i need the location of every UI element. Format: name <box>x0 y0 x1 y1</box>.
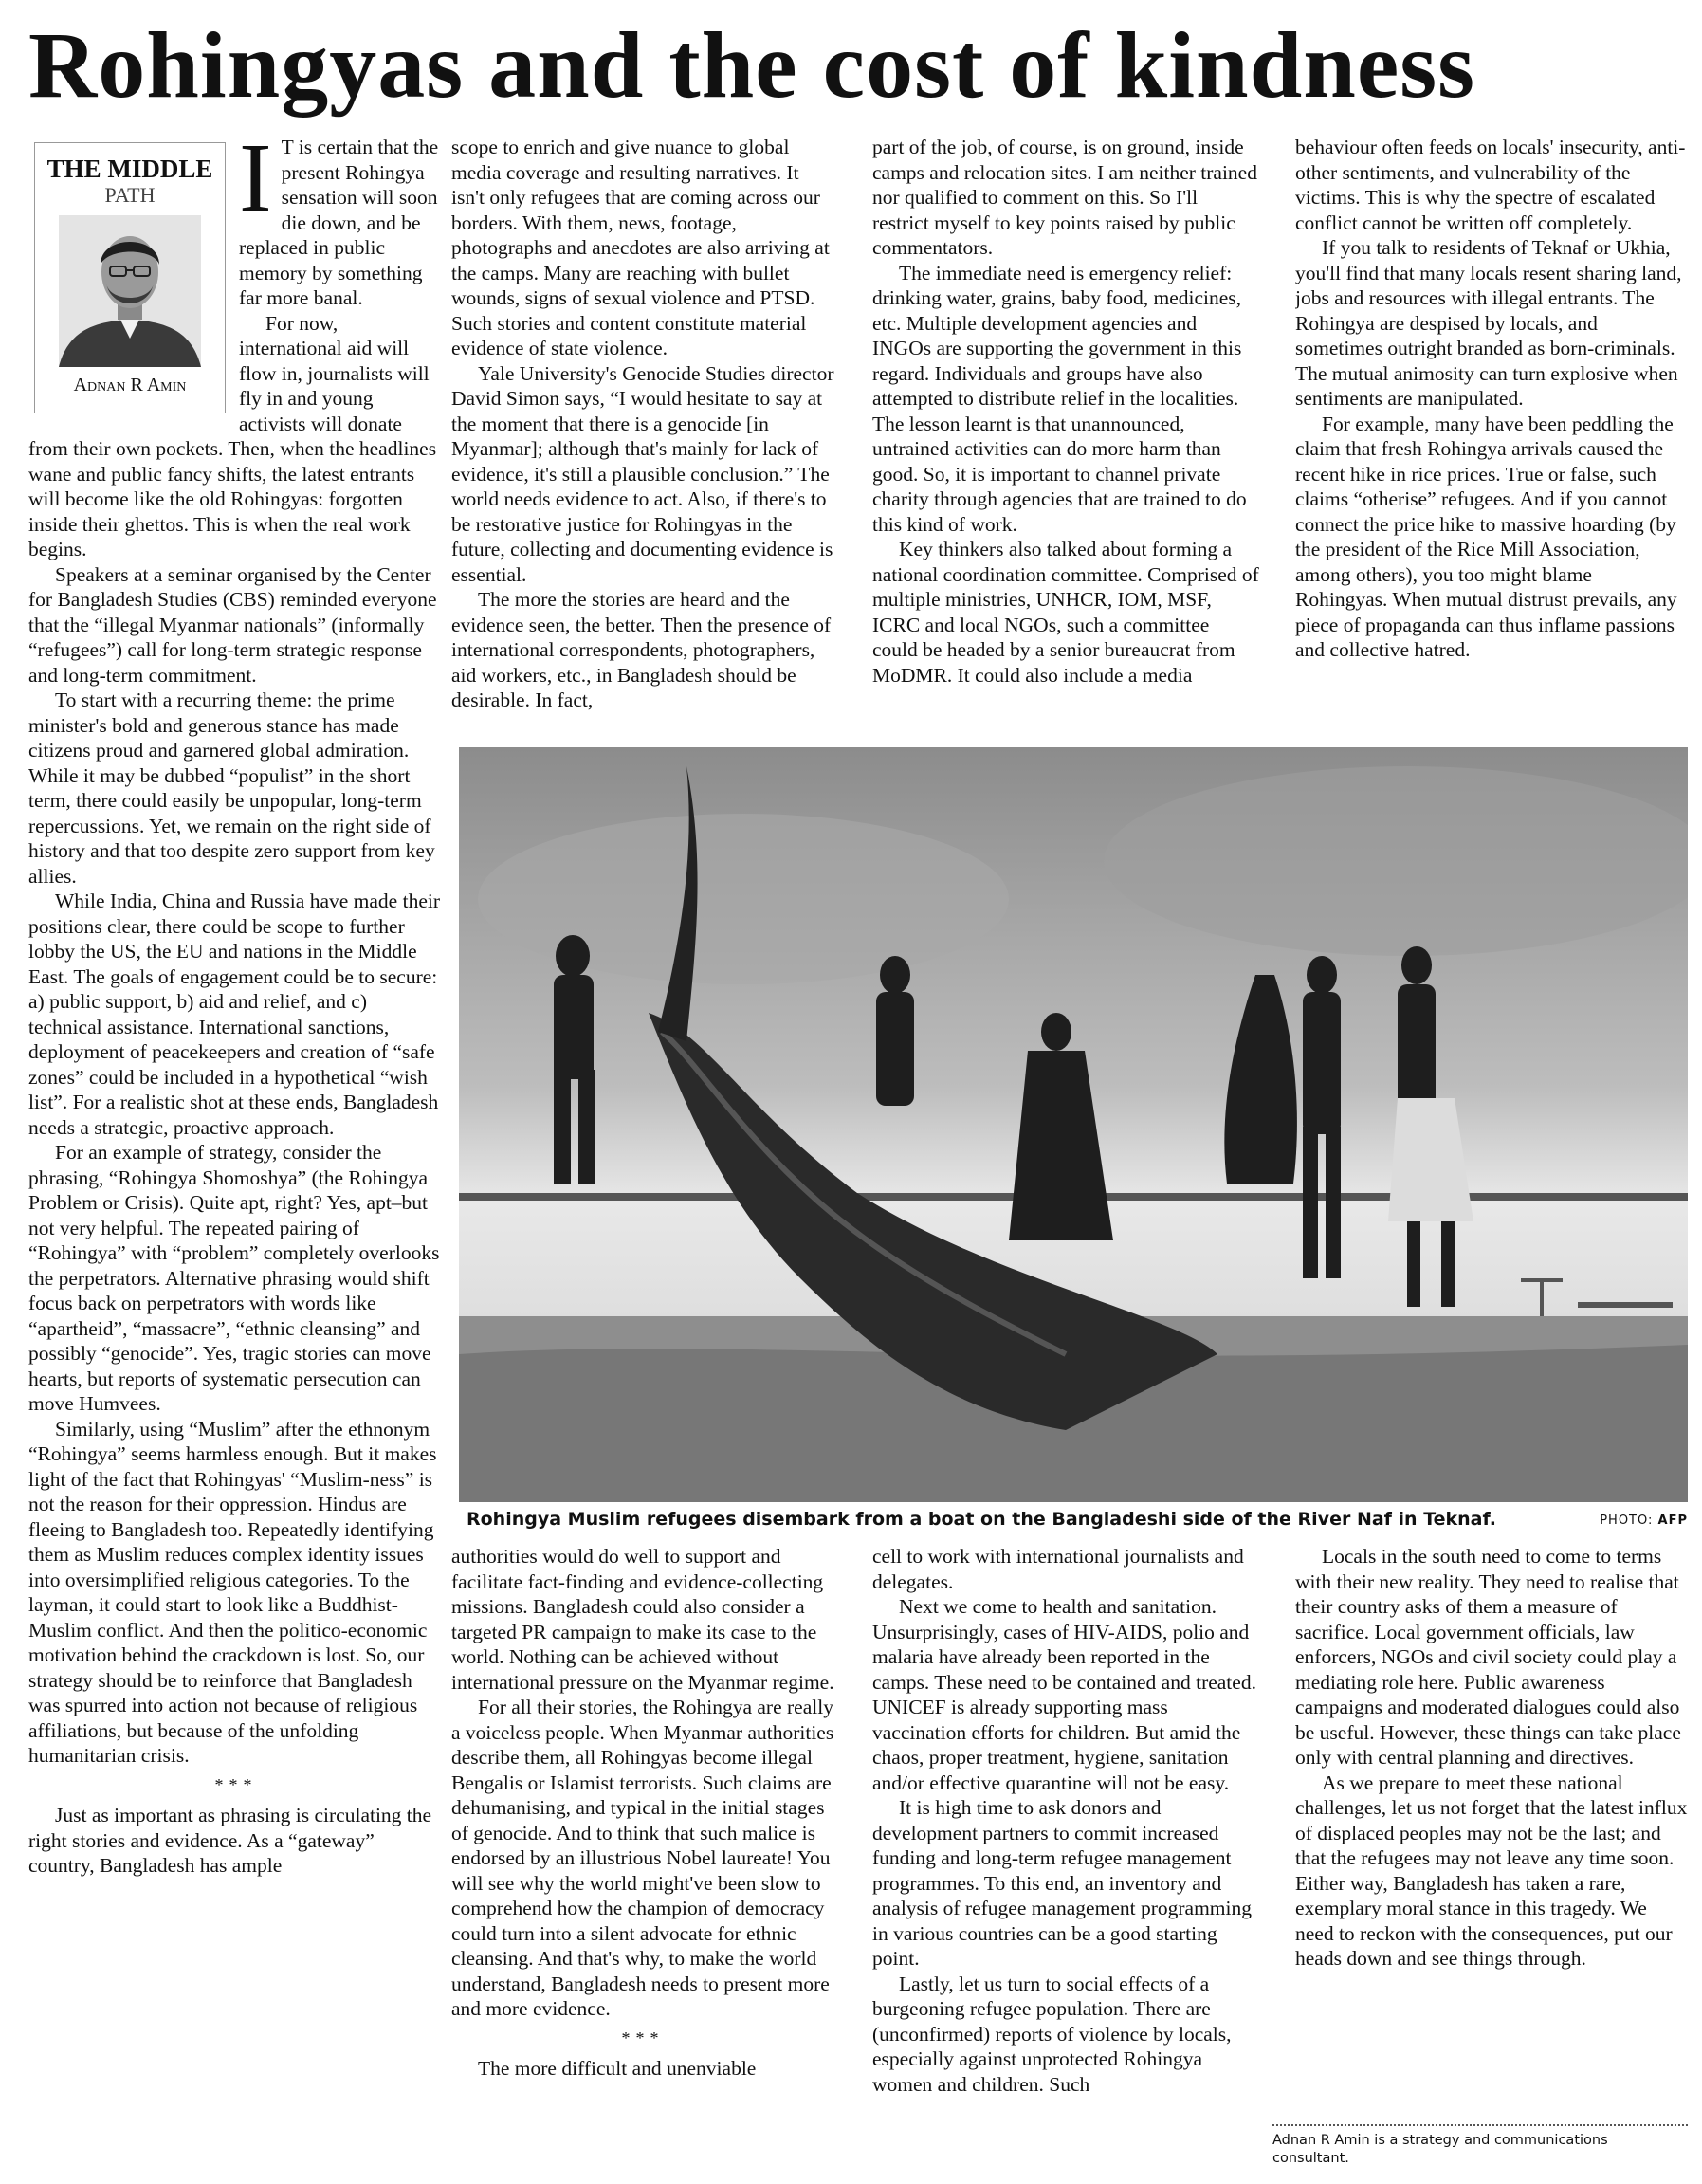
column-4-bottom <box>1295 1544 1688 2119</box>
paragraph: Speakers at a seminar organised by the Center for Bangladesh Studies (CBS) reminded everyone that the “illegal Myanmar nationals” (informally “refugees”) call for long-term strategic response and long-term commitment. <box>28 562 437 687</box>
section-separator: *** <box>621 2028 665 2047</box>
column-kicker-sub: PATH <box>104 183 156 207</box>
paragraph: For example, many have been peddling the claim that fresh Rohingya arrivals caused the recent hike in rice prices. True or false, such claims “otherise” refugees. And if you cannot connect the price hike to massive hoarding (by the president of the Rice Mill Association, among others), you too might blame Rohingyas. When mutual distrust prevails, any piece of propaganda can thus inflame passions and collective hatred. <box>1295 412 1677 661</box>
paragraph: Similarly, using “Muslim” after the ethnonym “Rohingya” seems harmless enough. But it makes light of the fact that Rohingyas' “Muslim-ness” is not the reason for their oppression. Hindus are fleeing to Bangladesh too. Repeatedly identifying them as Muslim reduces complex identity issues into oversimplified religious categories. To the layman, it could start to look like a Buddhist-Muslim conflict. And then the politico-economic motivation behind the crackdown is lost. So, our strategy should be to reinforce that Bangladesh was spurred into action not because of religious affiliations, but because of the unfolding humanitarian crisis. <box>28 1417 437 1767</box>
paragraph: While India, China and Russia have made their positions clear, there could be scope to further lobby the US, the EU and nations in the Middle East. The goals of engagement could be to secure: a) public support, b) aid and relief, and c) technical assistance. International sanctions, deployment of peacekeepers and creation of “safe zones” could be included in a hypothetical “wish list”. For a realistic shot at these ends, Bangladesh needs a strategic, proactive approach. <box>28 890 440 1139</box>
paragraph: If you talk to residents of Teknaf or Ukhia, you'll find that many locals resent sharing land, jobs and resources with illegal entrants. The Rohingya are despised by locals, and sometimes outright branded as born-criminals. The mutual animosity can turn explosive when sentiments are manipulated. <box>1295 236 1682 410</box>
paragraph: For all their stories, the Rohingya are really a voiceless people. When Myanmar authorities describe them, all Rohingyas become illegal Bengalis or Islamist terrorists. Such claims are dehumanising, and typical in the initial stages of genocide. And to think that such malice is endorsed by an illustrious Nobel laureate! You will see why the world might've been slow to comprehend how the champion of democracy could turn into a silent advocate for ethnic cleansing. And that's why, to make the world understand, Bangladesh needs to present more and more evidence. <box>451 1696 834 2020</box>
paragraph: As we prepare to meet these national challenges, let us not forget that the latest influx of displaced peoples may not be the last; and that the refugees may not leave any time soon. Either way, Bangladesh has taken a rare, exemplary moral stance in this tragedy. We need to reckon with the consequences, put our heads down and see things through. <box>1295 1771 1688 1970</box>
paragraph: For now, international aid will flow in, journalists will fly in and young activists will donate from their own pockets. Then, when the headlines wane and public fancy shifts, the latest entrants will become like the old Rohingyas: forgotten inside their ghettos. This is when the real work begins. <box>28 311 437 560</box>
paragraph: It is high time to ask donors and development partners to commit increased funding and long-term refugee management programmes. To this end, an inventory and analysis of refugee management programming in various countries can be a good starting point. <box>872 1796 1252 1970</box>
footnote-divider <box>1272 2124 1688 2126</box>
paragraph: Just as important as phrasing is circulating the right stories and evidence. As a “gateway” country, Bangladesh has ample <box>28 1804 432 1877</box>
paragraph: scope to enrich and give nuance to global media coverage and resulting narratives. It isn't only refugees that are coming across our borders. With them, news, footage, photographs and anecdotes are also arriving at the camps. Many are reaching with bullet wounds, signs of sexual violence and PTSD. Such stories and content constitute material evidence of state violence. <box>451 136 830 359</box>
drop-cap: I <box>239 135 272 232</box>
boat-refugees-photo-icon <box>459 747 1688 1502</box>
photo-credit-source: AFP <box>1657 1514 1688 1528</box>
intro-paragraph: T is certain that the present Rohingya sensation will soon die down, and be replaced in public memory by something far more banal. <box>239 136 439 309</box>
paragraph: Locals in the south need to come to terms with their new reality. They need to realise that their country asks of them a measure of sacrifice. Local government officials, law enforcers, NGOs and civil society could play a mediating role here. Public awareness campaigns and moderated dialogues could also be useful. However, these things can take place only with central planning and directives. <box>1295 1545 1681 1769</box>
paragraph: To start with a recurring theme: the prime minister's bold and generous stance has made citizens proud and garnered global admiration. While it may be dubbed “populist” in the short term, there could easily be unpopular, long-term repercussions. Yet, we remain on the right side of history and that too despite zero support from key allies. <box>28 688 435 888</box>
paragraph: Lastly, let us turn to social effects of a burgeoning refugee population. There are (unconfirmed) reports of violence by locals, especially against unprotected Rohingya women and children. Such <box>872 1972 1232 2096</box>
paragraph: Yale University's Genocide Studies director David Simon says, “I would hesitate to say at the moment that there is a genocide [in Myanmar]; although that's mainly for lack of evidence, it's still a plausible conclusion.” The world needs evidence to act. Also, if there's to be restorative justice for Rohingyas in the future, collecting and documenting evidence is essential. <box>451 361 834 586</box>
paragraph: authorities would do well to support and facilitate fact-finding and evidence-collecting missions. Bangladesh could also consider a targeted PR campaign to make its case to the world. Nothing can be achieved without international pressure on the Myanmar regime. <box>451 1545 834 1694</box>
paragraph: part of the job, of course, is on ground, inside camps and relocation sites. I am neither trained nor qualified to comment on this. So I'll restrict myself to key points raised by public commentators. <box>872 136 1257 259</box>
photo-credit-label: PHOTO: <box>1600 1514 1654 1528</box>
column-4-top <box>1295 135 1688 742</box>
paragraph: The more difficult and unenviable <box>478 2057 757 2080</box>
author-footnote: Adnan R Amin is a strategy and communications consultant. <box>1272 2133 1608 2166</box>
headline: Rohingyas and the cost of kindness <box>28 12 1476 118</box>
column-2-bottom <box>451 1544 834 2179</box>
column-1 <box>28 135 444 2164</box>
paragraph: cell to work with international journalists and delegates. <box>872 1545 1244 1593</box>
paragraph: The immediate need is emergency relief: drinking water, grains, baby food, medicines, etc. Multiple development agencies and INGOs are supporting the government in this regard. Individuals and groups have also attempted to distribute relief in the localities. The lesson learnt is that unannounced, untrained activities can do more harm than good. So, it is important to channel private charity through agencies that are trained to do this kind of work. <box>872 261 1247 536</box>
column-3-top <box>872 135 1259 742</box>
news-photo <box>459 747 1688 1502</box>
paragraph: For an example of strategy, consider the phrasing, “Rohingya Shomoshya” (the Rohingya Problem or Crisis). Quite apt, right? Yes, apt–but not very helpful. The repeated pairing of “Rohingya” with “problem” completely overlooks the perpetrators. Alternative phrasing would shift focus back on perpetrators with words like “apartheid”, “massacre”, “ethnic cleansing” and possibly “genocide”. Yes, tragic stories can move hearts, but reports of systematic persecution can move Humvees. <box>28 1141 440 1415</box>
paragraph: Key thinkers also talked about forming a national coordination committee. Comprised of multiple ministries, UNHCR, IOM, MSF, ICRC and local NGOs, such a committee could be headed by a senior bureaucrat from MoDMR. It could also include a media <box>872 538 1259 687</box>
author-name: Adnan R Amin <box>73 375 187 395</box>
photo-credit <box>1519 1510 1688 1532</box>
column-kicker: THE MIDDLE <box>46 155 213 183</box>
byline-spacer <box>28 135 239 419</box>
column-3-bottom <box>872 1544 1259 2179</box>
photo-caption: Rohingya Muslim refugees disembark from a boat on the Bangladeshi side of the River Naf in Teknaf. <box>467 1509 1496 1530</box>
column-2-top <box>451 135 834 742</box>
paragraph: The more the stories are heard and the evidence seen, the better. Then the presence of international correspondents, photographers, aid workers, etc., in Bangladesh should be desirable. In fact, <box>451 588 832 711</box>
section-separator: *** <box>214 1774 258 1794</box>
paragraph: behaviour often feeds on locals' insecurity, anti-other sentiments, and vulnerability of the victims. This is why the spectre of escalated conflict cannot be written off completely. <box>1295 136 1686 234</box>
paragraph: Next we come to health and sanitation. Unsurprisingly, cases of HIV-AIDS, polio and malaria have already been reported in the camps. These need to be contained and treated. UNICEF is already supporting mass vaccination efforts for children. But amid the chaos, proper treatment, hygiene, sanitation and/or effective quarantine will not be easy. <box>872 1595 1256 1794</box>
